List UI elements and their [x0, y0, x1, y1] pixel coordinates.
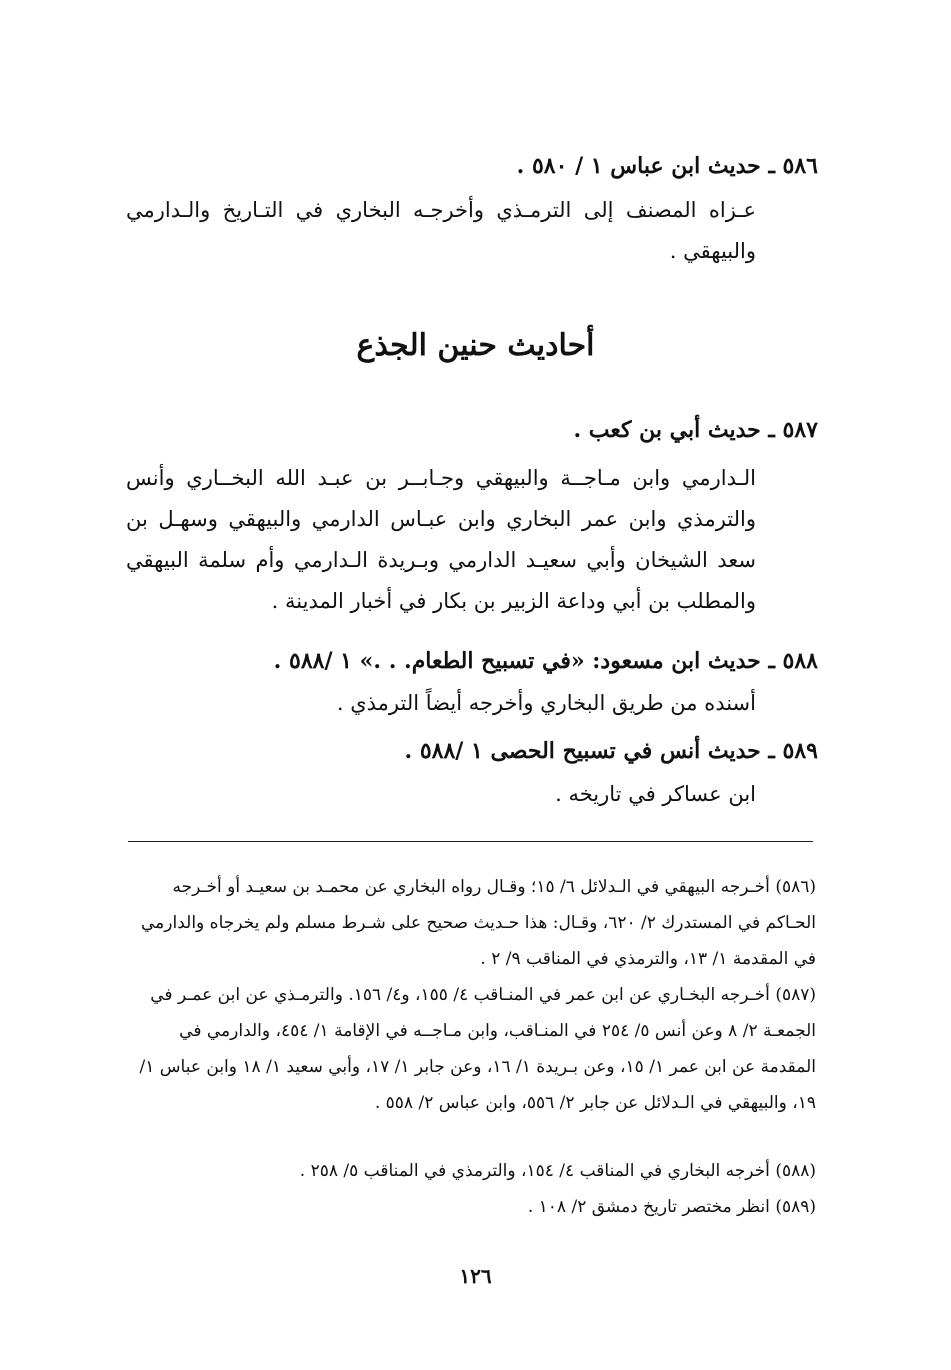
- section-title: أحاديث حنين الجذع: [356, 328, 595, 363]
- footnote-586-text: أخـرجه البيهقي في الـدلائل ٦/ ١٥؛ وقـال رواه البخاري عن محمـد بن سعيـد أو أخـرجه الحـاكم في المستدرك ٢/ ٦٢٠، وقـال: هذا حـديث صحيح على شـرط مسلم ولم يخرجاه والدارمي في المقدمة ١/ ١٣، والترمذي في المناقب ٩/ ٢ .: [141, 877, 816, 969]
- footnote-587: [128, 977, 816, 1121]
- entry-588-body: أسنده من طريق البخاري وأخرجه أيضاً الترمذي .: [336, 691, 756, 715]
- footnote-589: [128, 1189, 816, 1225]
- footnote-587-text: أخـرجه البخـاري عن ابن عمر في المنـاقب ٤/ ١٥٥، و٤/ ١٥٦. والترمـذي عن ابن عمـر في الجمعـة ٢/ ٨ وعن أنس ٥/ ٢٥٤ في المنـاقب، وابن مـاجــه في الإقامة ١/ ٤٥٤، والدارمي في المقدمة عن ابن عمر ١/ ١٥، وعن بـريدة ١/ ١٦، وعن جابر ١/ ١٧، وأبي سعيد ١/ ١٨ وابن عباس ١/ ١٩، والبيهقي في الـدلائل عن جابر ٢/ ٥٥٦، وابن عباس ٢/ ٥٥٨ .: [139, 985, 816, 1113]
- footnote-589-text: انظر مختصر تاريخ دمشق ٢/ ١٠٨ .: [527, 1197, 770, 1217]
- footnote-separator: [128, 841, 813, 842]
- footnote-586: [128, 869, 816, 977]
- entry-587-body: الـدارمي وابن مـاجــة والبيهقي وجـابــر بن عبـد الله البخــاري وأنس والترمذي وابن عمر البخاري وابن عبـاس الدارمي والبيهقي وسهـل بن سعد الشيخان وأبي سعيـد الدارمي وبـريدة الـدارمي وأم سلمة البيهقي والمطلب بن أبي وداعة الزبير بن بكار في أخبار المدينة .: [126, 466, 756, 613]
- entry-586-body: عـزاه المصنف إلى الترمـذي وأخرجـه البخاري في التـاريخ والـدارمي والبيهقي .: [126, 198, 756, 263]
- entry-588-heading: ٥٨٨ ـ حديث ابن مسعود: «في تسبيح الطعام. . .» ١ /٥٨٨ .: [273, 648, 818, 674]
- footnote-589-number: (٥٨٩): [775, 1197, 816, 1217]
- footnote-586-number: (٥٨٦): [775, 877, 816, 897]
- footnote-588-number: (٥٨٨): [775, 1161, 816, 1181]
- footnote-588: [128, 1153, 816, 1189]
- footnote-587-number: (٥٨٧): [775, 985, 816, 1005]
- page-number: ١٢٦: [459, 1264, 492, 1288]
- entry-589-heading: ٥٨٩ ـ حديث أنس في تسبيح الحصى ١ /٥٨٨ .: [404, 738, 818, 764]
- entry-589-body: ابن عساكر في تاريخه .: [555, 782, 756, 806]
- entry-586-heading: ٥٨٦ ـ حديث ابن عباس ١ / ٥٨٠ .: [516, 153, 818, 179]
- footnote-588-text: أخرجه البخاري في المناقب ٤/ ١٥٤، والترمذي في المناقب ٥/ ٢٥٨ .: [299, 1161, 770, 1181]
- entry-587-heading: ٥٨٧ ـ حديث أبي بن كعب .: [573, 417, 818, 443]
